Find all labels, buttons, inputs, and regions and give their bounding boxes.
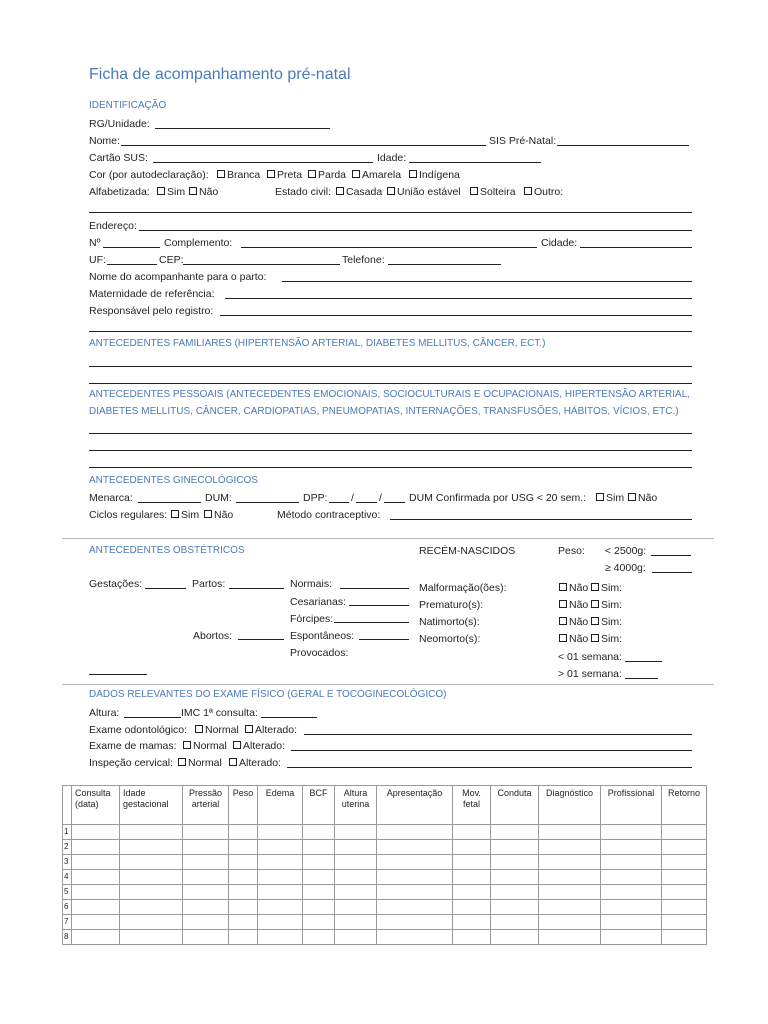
table-cell[interactable] [491,825,539,840]
table-cell[interactable] [539,855,601,870]
row-number: 2 [63,840,72,855]
table-cell[interactable] [258,885,303,900]
table-cell[interactable] [662,930,707,945]
table-cell[interactable] [377,855,453,870]
table-cell[interactable] [303,900,335,915]
table-header-row [63,786,707,825]
cesarianas-label: Cesarianas: [290,596,347,608]
table-cell[interactable] [335,870,377,885]
dum-usg-label: DUM Confirmada por USG < 20 sem.: [409,492,587,504]
table-cell[interactable] [335,855,377,870]
dpp-day-field[interactable] [329,502,349,503]
identificacao-extra-line[interactable] [89,331,692,332]
peso-menor-field[interactable] [651,555,691,556]
cartao-sus-field[interactable] [153,162,373,163]
cidade-label: Cidade: [541,237,578,249]
cep-field[interactable] [183,264,340,265]
responsavel-label: Responsável pelo registro: [89,305,214,317]
malformacao-label: Malformação(ões): [419,582,507,594]
col-header-altura-uterina: Altura uterina [335,786,377,825]
table-cell[interactable] [539,840,601,855]
col-header-conduta: Conduta [491,786,539,825]
ciclos-label: Ciclos regulares: [89,509,168,521]
responsavel-field[interactable] [220,315,692,316]
table-cell[interactable] [303,885,335,900]
table-cell[interactable] [453,900,491,915]
table-cell[interactable] [377,885,453,900]
cesarianas-field[interactable] [349,605,409,606]
menos-semana-label: < 01 semana: [558,651,622,663]
row-number: 8 [63,930,72,945]
row-number: 6 [63,900,72,915]
table-cell[interactable] [258,900,303,915]
civil-checkbox-outro[interactable]: Outro: [523,186,563,198]
pessoais-line-1[interactable] [89,433,692,434]
civil-checkbox-uniao-estavel[interactable]: União estável [386,186,461,198]
table-cell[interactable] [377,930,453,945]
table-cell[interactable] [377,915,453,930]
table-cell[interactable] [601,885,662,900]
table-cell[interactable] [120,900,183,915]
abortos-label: Abortos: [193,630,233,642]
section-familiares-heading: ANTECEDENTES FAMILIARES (HIPERTENSÃO ARTERIAL, DIABETES MELLITUS, CÂNCER, ECT.) [89,338,546,349]
table-cell[interactable] [120,885,183,900]
col-header-peso: Peso [229,786,258,825]
peso-menor-label: < 2500g: [605,545,647,557]
table-cell[interactable] [229,825,258,840]
table-row [63,915,707,930]
mamas-label: Exame de mamas: [89,740,177,752]
table-row [63,840,707,855]
normais-field[interactable] [340,588,409,589]
partos-field[interactable] [229,588,284,589]
malformacao-checkbox-nao[interactable]: Não [558,582,588,594]
table-cell[interactable] [303,870,335,885]
metodo-field[interactable] [390,519,692,520]
sis-label: SIS Pré-Natal: [489,135,557,147]
rg-label: RG/Unidade: [89,118,150,130]
menarca-label: Menarca: [89,492,133,504]
inspecao-label: Inspeção cervical: [89,757,174,769]
pessoais-line-3[interactable] [89,467,692,468]
col-header-apresentacao: Apresentação [377,786,453,825]
mais-semana-label: > 01 semana: [558,668,622,680]
uf-field[interactable] [107,264,157,265]
table-cell[interactable] [72,930,120,945]
prematuro-checkbox-sim[interactable]: Sim: [590,599,622,611]
cidade-field[interactable] [580,247,692,248]
table-cell[interactable] [229,855,258,870]
table-cell[interactable] [335,825,377,840]
table-cell[interactable] [229,870,258,885]
row-number: 3 [63,855,72,870]
espontaneos-label: Espontâneos: [290,630,355,642]
dum-field[interactable] [236,502,299,503]
dum-label: DUM: [205,492,232,504]
col-header-diagnostico: Diagnóstico [539,786,601,825]
idade-label: Idade: [377,152,407,164]
cor-checkbox-preta[interactable]: Preta [266,169,302,181]
cor-checkbox-branca[interactable]: Branca [216,169,260,181]
table-cell[interactable] [453,870,491,885]
table-cell[interactable] [229,840,258,855]
neomorto-checkbox-nao[interactable]: Não [558,633,588,645]
row-number: 1 [63,825,72,840]
table-cell[interactable] [662,825,707,840]
table-cell[interactable] [120,840,183,855]
alfabetizada-checkbox-nao[interactable]: Não [188,186,218,198]
menos-semana-field[interactable] [625,661,662,662]
peso-label: Peso: [558,545,585,557]
table-cell[interactable] [335,915,377,930]
odontologico-field[interactable] [304,734,692,735]
table-cell[interactable] [303,915,335,930]
peso-maior-label: ≥ 4000g: [605,562,646,574]
row-number-header [63,786,72,825]
alfabetizada-checkbox-sim[interactable]: Sim [156,186,185,198]
cor-checkbox-indigena[interactable]: Indígena [408,169,460,181]
idade-field[interactable] [409,162,541,163]
inspecao-checkbox-normal[interactable]: Normal [177,757,222,769]
table-cell[interactable] [120,930,183,945]
table-cell[interactable] [120,825,183,840]
table-cell[interactable] [120,855,183,870]
row-number: 4 [63,870,72,885]
table-cell[interactable] [303,840,335,855]
inspecao-field[interactable] [287,767,692,768]
table-cell[interactable] [601,870,662,885]
table-cell[interactable] [72,840,120,855]
section-ginecologicos-heading: ANTECEDENTES GINECOLÓGICOS [89,475,258,486]
table-cell[interactable] [491,930,539,945]
estado-civil-label: Estado civil: [275,186,332,198]
metodo-label: Método contraceptivo: [277,509,381,521]
complemento-label: Complemento: [164,237,233,249]
table-cell[interactable] [183,870,229,885]
neomorto-label: Neomorto(s): [419,633,481,645]
table-cell[interactable] [258,930,303,945]
table-cell[interactable] [601,915,662,930]
table-cell[interactable] [539,915,601,930]
col-header-pressao-arterial: Pressão arterial [183,786,229,825]
ciclos-checkbox-nao[interactable]: Não [203,509,233,521]
table-cell[interactable] [303,855,335,870]
table-cell[interactable] [183,900,229,915]
outro-field[interactable] [89,212,692,213]
maternidade-label: Maternidade de referência: [89,288,215,300]
cor-checkbox-amarela[interactable]: Amarela [351,169,401,181]
table-cell[interactable] [453,855,491,870]
table-cell[interactable] [539,885,601,900]
table-cell[interactable] [453,885,491,900]
numero-field[interactable] [103,247,160,248]
dpp-month-field[interactable] [356,502,377,503]
table-cell[interactable] [229,930,258,945]
malformacao-checkbox-sim[interactable]: Sim: [590,582,622,594]
page-title: Ficha de acompanhamento pré-natal [89,66,351,83]
table-cell[interactable] [303,825,335,840]
forcipes-label: Fórcipes: [290,613,334,625]
table-cell[interactable] [72,915,120,930]
section-exame-heading: DADOS RELEVANTES DO EXAME FÍSICO (GERAL E TOCOGINECOLÓGICO) [89,689,447,700]
table-row [63,930,707,945]
civil-checkbox-solteira[interactable]: Solteira [469,186,516,198]
nome-label: Nome: [89,135,120,147]
table-cell[interactable] [258,870,303,885]
table-cell[interactable] [453,930,491,945]
table-cell[interactable] [229,900,258,915]
forcipes-field[interactable] [334,622,409,623]
civil-checkbox-casada[interactable]: Casada [335,186,382,198]
col-header-bcf: BCF [303,786,335,825]
table-cell[interactable] [539,900,601,915]
table-cell[interactable] [72,870,120,885]
cor-checkbox-parda[interactable]: Parda [307,169,346,181]
dpp-year-field[interactable] [384,502,405,503]
table-cell[interactable] [120,915,183,930]
table-row [63,900,707,915]
recem-nascidos-heading: RECÉM-NASCIDOS [419,545,516,557]
natimorto-checkbox-sim[interactable]: Sim: [590,616,622,628]
table-cell[interactable] [662,855,707,870]
imc-field[interactable] [261,717,317,718]
mamas-checkbox-alterado[interactable]: Alterado: [232,740,285,752]
section-pessoais-heading-2: DIABETES MELLITUS, CÂNCER, CARDIOPATIAS, PNEUMOPATIAS, INTERNAÇÕES, TRANSFUSÕES, HÁBITOS, VÍCIOS, ETC.) [89,406,679,417]
table-cell[interactable] [601,840,662,855]
acompanhante-field[interactable] [282,281,692,282]
telefone-field[interactable] [388,264,501,265]
table-cell[interactable] [258,915,303,930]
table-cell[interactable] [303,930,335,945]
table-cell[interactable] [601,900,662,915]
endereco-label: Endereço: [89,220,137,232]
peso-maior-field[interactable] [652,572,692,573]
table-cell[interactable] [662,885,707,900]
table-cell[interactable] [120,870,183,885]
table-cell[interactable] [72,825,120,840]
obstetricos-extra-field[interactable] [89,674,147,675]
rg-field[interactable] [155,128,330,129]
section-identificacao-heading: IDENTIFICAÇÃO [89,100,167,111]
col-header-profissional: Profissional [601,786,662,825]
cep-label: CEP: [159,254,184,266]
table-cell[interactable] [662,840,707,855]
sis-field[interactable] [557,145,689,146]
maternidade-field[interactable] [225,298,692,299]
col-header-retorno: Retorno [662,786,707,825]
nome-field[interactable] [121,145,486,146]
table-cell[interactable] [377,840,453,855]
section-divider [62,538,714,539]
cor-label: Cor (por autodeclaração): [89,169,209,181]
col-header-consulta: Consulta (data) [72,786,120,825]
acompanhante-label: Nome do acompanhante para o parto: [89,271,267,283]
table-cell[interactable] [491,900,539,915]
odontologico-label: Exame odontológico: [89,724,188,736]
table-row [63,855,707,870]
usg-checkbox-sim[interactable]: Sim [595,492,624,504]
table-cell[interactable] [601,855,662,870]
table-cell[interactable] [258,855,303,870]
table-cell[interactable] [335,900,377,915]
table-cell[interactable] [662,870,707,885]
table-cell[interactable] [539,825,601,840]
table-cell[interactable] [335,840,377,855]
table-cell[interactable] [662,915,707,930]
espontaneos-field[interactable] [359,639,409,640]
table-cell[interactable] [377,900,453,915]
pessoais-line-2[interactable] [89,450,692,451]
table-cell[interactable] [662,900,707,915]
odontologico-checkbox-alterado[interactable]: Alterado: [244,724,297,736]
table-cell[interactable] [335,930,377,945]
menarca-field[interactable] [138,502,201,503]
mamas-field[interactable] [291,750,692,751]
endereco-field[interactable] [139,230,692,231]
table-cell[interactable] [601,930,662,945]
gestacoes-field[interactable] [145,588,186,589]
table-cell[interactable] [183,825,229,840]
section-obstetricos-heading: ANTECEDENTES OBSTÉTRICOS [89,545,245,556]
table-cell[interactable] [491,885,539,900]
section-divider-2 [62,684,714,685]
mamas-checkbox-normal[interactable]: Normal [182,740,227,752]
table-cell[interactable] [377,870,453,885]
prematuro-checkbox-nao[interactable]: Não [558,599,588,611]
col-header-edema: Edema [258,786,303,825]
table-cell[interactable] [72,885,120,900]
altura-field[interactable] [124,717,181,718]
usg-checkbox-nao[interactable]: Não [627,492,657,504]
table-cell[interactable] [453,840,491,855]
imc-label: IMC 1ª consulta: [181,707,258,719]
natimorto-label: Natimorto(s): [419,616,480,628]
familiares-line-1[interactable] [89,366,692,367]
table-cell[interactable] [183,855,229,870]
familiares-line-2[interactable] [89,383,692,384]
table-cell[interactable] [183,930,229,945]
complemento-field[interactable] [241,247,537,248]
table-row [63,825,707,840]
dpp-label: DPP: [303,492,328,504]
row-number: 5 [63,885,72,900]
table-cell[interactable] [539,930,601,945]
altura-label: Altura: [89,707,120,719]
uf-label: UF: [89,254,106,266]
numero-label: Nº [89,237,101,249]
normais-label: Normais: [290,578,333,590]
ciclos-checkbox-sim[interactable]: Sim [170,509,199,521]
section-pessoais-heading-1: ANTECEDENTES PESSOAIS (ANTECEDENTES EMOCIONAIS, SOCIOCULTURAIS E OCUPACIONAIS, HIPERTENSÃO ARTERIAL, [89,389,691,400]
col-header-idade-gestacional: Idade gestacional [120,786,183,825]
table-cell[interactable] [72,900,120,915]
table-cell[interactable] [229,885,258,900]
telefone-label: Telefone: [342,254,385,266]
table-cell[interactable] [258,840,303,855]
table-row [63,870,707,885]
mais-semana-field[interactable] [625,678,658,679]
table-cell[interactable] [601,825,662,840]
natimorto-checkbox-nao[interactable]: Não [558,616,588,628]
consultas-table [62,785,707,945]
table-cell[interactable] [258,825,303,840]
gestacoes-label: Gestações: [89,578,143,590]
table-cell[interactable] [335,885,377,900]
partos-label: Partos: [192,578,226,590]
table-cell[interactable] [491,870,539,885]
dpp-slash-2: / [379,492,382,504]
prematuro-label: Prematuro(s): [419,599,484,611]
abortos-field[interactable] [238,639,284,640]
table-cell[interactable] [229,915,258,930]
inspecao-checkbox-alterado[interactable]: Alterado: [228,757,281,769]
table-row [63,885,707,900]
table-cell[interactable] [183,840,229,855]
table-cell[interactable] [453,825,491,840]
odontologico-checkbox-normal[interactable]: Normal [194,724,239,736]
table-cell[interactable] [72,855,120,870]
table-cell[interactable] [453,915,491,930]
provocados-label: Provocados: [290,647,349,659]
table-cell[interactable] [491,840,539,855]
table-cell[interactable] [377,825,453,840]
dpp-slash-1: / [351,492,354,504]
table-cell[interactable] [183,915,229,930]
col-header-mov-fetal: Mov. fetal [453,786,491,825]
table-cell[interactable] [491,855,539,870]
alfabetizada-label: Alfabetizada: [89,186,150,198]
cartao-sus-label: Cartão SUS: [89,152,148,164]
row-number: 7 [63,915,72,930]
table-cell[interactable] [539,870,601,885]
table-cell[interactable] [183,885,229,900]
neomorto-checkbox-sim[interactable]: Sim: [590,633,622,645]
table-cell[interactable] [491,915,539,930]
